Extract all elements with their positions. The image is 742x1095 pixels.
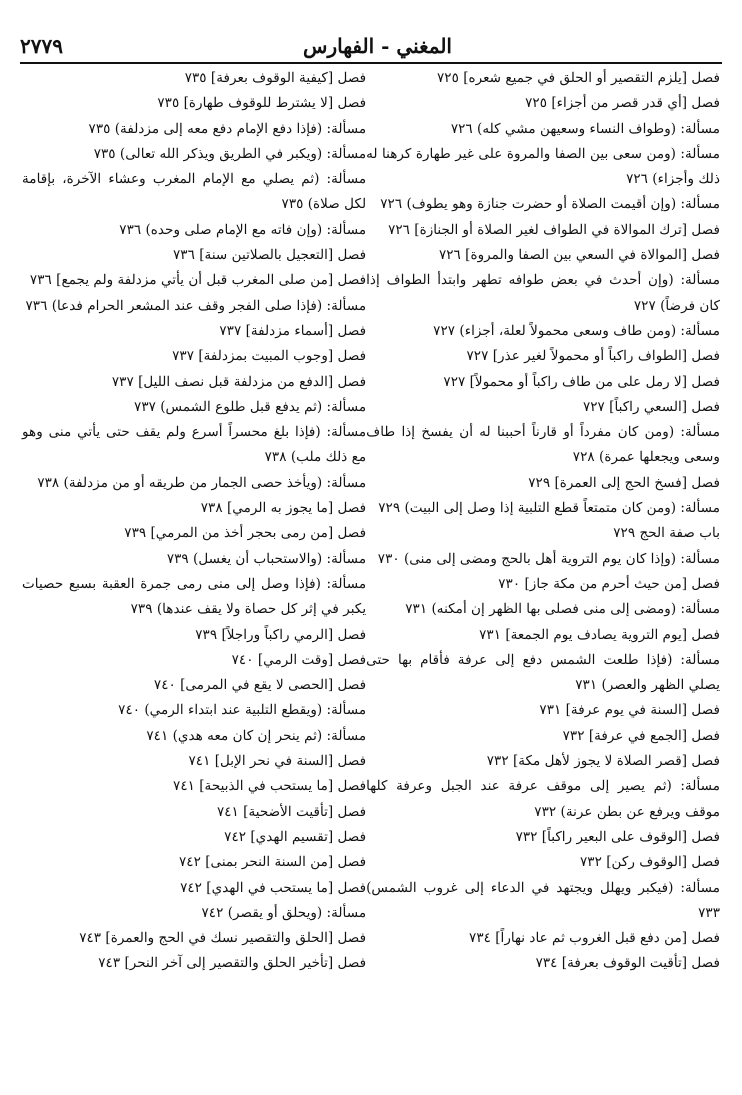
index-entry: مسألة: (فإذا صلى الفجر وقف عند المشعر الحرام فدعا) ٧٣٦ [25, 297, 367, 314]
index-entry: فصل [فسخ الحج إلى العمرة] ٧٢٩ [528, 474, 720, 491]
index-entry: مسألة: (ويحلق أو يقصر) ٧٤٢ [201, 904, 367, 921]
index-entry: فصل [الطواف راكباً أو محمولاً لغير عذر] ٧٢٧ [466, 348, 720, 365]
index-entry: فصل [السنة في يوم عرفة] ٧٣١ [539, 702, 720, 719]
running-title: المغني - الفهارس [303, 34, 452, 58]
index-entry: مسألة: (ثم يدفع قبل طلوع الشمس) ٧٣٧ [134, 398, 367, 415]
index-entry: فصل [السنة في نحر الإبل] ٧٤١ [188, 753, 367, 770]
index-entry: مسألة: (والاستحباب أن يغسل) ٧٣٩ [166, 550, 367, 567]
index-entry: فصل [الرمي راكباً وراجلاً] ٧٣٩ [195, 626, 367, 643]
index-entry: فصل [وجوب المبيت بمزدلفة] ٧٣٧ [172, 348, 367, 365]
index-entry: فصل [التعجيل بالصلاتين سنة] ٧٣٦ [173, 247, 367, 264]
index-entry: مسألة: (وإذا كان يوم التروية أهل بالحج ومضى إلى منى) ٧٣٠ [377, 550, 720, 567]
index-entry: فصل [تأقيت الوقوف بعرفة] ٧٣٤ [535, 955, 720, 972]
index-entry: مسألة: (وطواف النساء وسعيهن مشي كله) ٧٢٦ [450, 120, 720, 137]
index-entry: فصل [ما يستحب في الذبيحة] ٧٤١ [173, 778, 367, 795]
index-entry: مسألة: (ومن طاف وسعى محمولاً لعلة، أجزاء) ٧٢٧ [433, 322, 720, 339]
index-entry: فصل [من صلى المغرب قبل أن يأتي مزدلفة ولم يجمع] ٧٣٦ [29, 272, 367, 289]
index-entry: فصل [تأخير الحلق والتقصير إلى آخر النحر] ٧٤٣ [98, 955, 367, 972]
right-column [366, 66, 720, 1085]
index-entry: مسألة: (فإذا وصل إلى منى رمى جمرة العقبة بسبع حصيات يكبر في إثر كل حصاة ولا يقف عندها) ٧٣٩ [22, 575, 367, 618]
index-entry: فصل [من حيث أحرم من مكة جاز] ٧٣٠ [498, 575, 720, 592]
header-rule [20, 62, 722, 64]
index-entry: فصل [وقت الرمي] ٧٤٠ [231, 651, 367, 668]
index-entry: مسألة: (ثم يصلي مع الإمام المغرب وعشاء الآخرة، بإقامة لكل صلاة) ٧٣٥ [22, 171, 367, 213]
index-entry: فصل [من دفع قبل الغروب ثم عاد نهاراً] ٧٣٤ [469, 930, 720, 947]
index-entry: مسألة: (ويكبر في الطريق ويذكر الله تعالى) ٧٣٥ [93, 145, 367, 162]
index-entry: مسألة: (فيكبر ويهلل ويجتهد في الدعاء إلى غروب الشمس) ٧٣٣ [366, 879, 720, 921]
index-entry: باب صفة الحج ٧٢٩ [613, 525, 720, 542]
index-entry: مسألة: (ومن كان متمتعاً قطع التلبية إذا وصل إلى البيت) ٧٢٩ [378, 500, 720, 517]
index-entry: فصل [لا يشترط للوقوف طهارة] ٧٣٥ [157, 95, 367, 112]
index-entry: فصل [تقسيم الهدي] ٧٤٢ [224, 828, 367, 845]
index-entry: فصل [كيفية الوقوف بعرفة] ٧٣٥ [184, 70, 367, 86]
index-entry: مسألة: (فإذا طلعت الشمس دفع إلى عرفة فأقام بها حتى يصلي الظهر والعصر) ٧٣١ [366, 651, 720, 694]
left-column [22, 66, 366, 1085]
index-entry: مسألة: (ثم ينحر إن كان معه هدي) ٧٤١ [146, 727, 367, 744]
index-entry: مسألة: (ومضى إلى منى فصلى بها الظهر إن أمكنه) ٧٣١ [405, 601, 720, 618]
index-entry: فصل [أي قدر قصر من أجزاء] ٧٢٥ [525, 95, 720, 112]
index-entry: فصل [السعي راكباً] ٧٢٧ [582, 398, 720, 415]
index-entry: مسألة: (وإن أقيمت الصلاة أو حضرت جنازة وهو يطوف) ٧٢٦ [380, 196, 720, 213]
index-entry: مسألة: (وإن فاته مع الإمام صلى وحده) ٧٣٦ [119, 221, 367, 238]
index-entry: فصل [الموالاة في السعي بين الصفا والمروة] ٧٢٦ [438, 247, 720, 264]
index-entry: فصل [لا رمل على من طاف راكباً أو محمولاً] ٧٢٧ [443, 373, 720, 390]
index-entry: فصل [أسماء مزدلفة] ٧٣٧ [219, 322, 367, 339]
page-header [20, 28, 722, 58]
index-entry: مسألة: (ومن سعى بين الصفا والمروة على غير طهارة كرهنا له ذلك وأجزاء) ٧٢٦ [366, 145, 720, 188]
index-entry: مسألة: (ويقطع التلبية عند ابتداء الرمي) ٧٤٠ [118, 702, 367, 719]
index-entry: فصل [الدفع من مزدلفة قبل نصف الليل] ٧٣٧ [111, 373, 367, 390]
index-entry: فصل [من السنة النحر بمنى] ٧٤٢ [178, 854, 367, 871]
index-entry: فصل [الوقوف ركن] ٧٣٢ [580, 854, 720, 871]
index-columns [22, 66, 720, 1085]
index-entry: مسألة: (ومن كان مفرداً أو قارناً أحببنا له أن يفسخ إذا طاف وسعى ويجعلها عمرة) ٧٢٨ [366, 424, 720, 466]
index-entry: فصل [يوم التروية يصادف يوم الجمعة] ٧٣١ [479, 626, 720, 643]
index-entry: فصل [يلزم التقصير أو الحلق في جميع شعره] ٧٢٥ [436, 70, 720, 86]
index-entry: فصل [الحلق والتقصير نسك في الحج والعمرة] ٧٤٣ [79, 930, 367, 947]
index-entry: مسألة: (فإذا بلغ محسراً أسرع ولم يقف حتى يأتي منى وهو مع ذلك ملب) ٧٣٨ [22, 424, 367, 466]
index-entry: فصل [الجمع في عرفة] ٧٣٢ [562, 727, 720, 744]
page-number: ٢٧٧٩ [20, 34, 63, 58]
index-entry: فصل [قصر الصلاة لا يجوز لأهل مكة] ٧٣٢ [486, 753, 720, 770]
index-entry: مسألة: (ثم يصير إلى موقف عرفة عند الجبل وعرفة كلها موقف ويرفع عن بطن عرنة) ٧٣٢ [366, 778, 720, 820]
index-entry: مسألة: (فإذا دفع الإمام دفع معه إلى مزدلفة) ٧٣٥ [88, 120, 367, 137]
index-entry: فصل [ترك الموالاة في الطواف لغير الصلاة أو الجنازة] ٧٢٦ [388, 221, 720, 238]
index-entry: فصل [ما يجوز به الرمي] ٧٣٨ [200, 500, 367, 517]
index-entry: فصل [ما يستحب في الهدي] ٧٤٢ [180, 879, 367, 896]
index-entry: مسألة: (وإن أحدث في بعض طوافه تطهر وابتدأ الطواف إذا كان فرضاً) ٧٢٧ [366, 272, 720, 314]
index-entry: فصل [الوقوف على البعير راكباً] ٧٣٢ [515, 828, 720, 845]
index-entry: فصل [تأقيت الأضحية] ٧٤١ [216, 803, 367, 820]
index-entry: فصل [الحصى لا يقع في المرمى] ٧٤٠ [153, 677, 367, 694]
index-entry: فصل [من رمى بحجر أخذ من المرمي] ٧٣٩ [124, 525, 367, 542]
index-entry: مسألة: (ويأخذ حصى الجمار من طريقه أو من مزدلفة) ٧٣٨ [37, 474, 367, 491]
